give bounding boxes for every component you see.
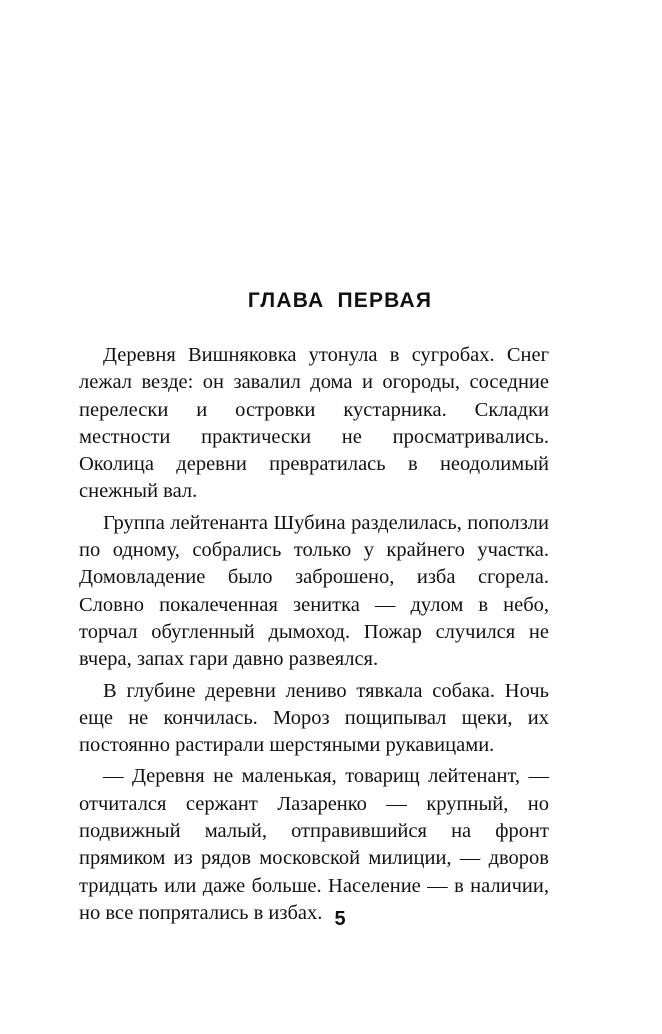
paragraph: — Деревня не маленькая, товарищ лейтенант, — отчитался сержант Лазаренко — крупный, но подвижный малый, отправившийся на фронт прямиком из рядов московской милиции, — дворов тридцать или даже больше. Население — в наличии, но все попрятались в избах.: [79, 765, 549, 924]
chapter-title: ГЛАВА ПЕРВАЯ: [247, 289, 433, 312]
chapter-body: [79, 342, 549, 927]
paragraph: В глубине деревни лениво тявкала собака. Ночь еще не кончилась. Мороз пощипывал щеки, их постоянно растирали шерстяными рукавицами.: [79, 679, 549, 757]
paragraph: Группа лейтенанта Шубина разделилась, поползли по одному, собрались только у крайнего участка. Домовладение было заброшено, изба сгорела. Словно покалеченная зенитка — дулом в небо, торчал обугленный дымоход. Пожар случился не вчера, запах гари давно развеялся.: [79, 511, 549, 671]
paragraph: Деревня Вишняковка утонула в сугробах. Снег лежал везде: он завалил дома и огороды, соседние перелески и островки кустарника. Складки местности практически не просматривались. Околица деревни превратилась в неодолимый снежный вал.: [79, 344, 549, 503]
page-number: 5: [334, 908, 346, 930]
